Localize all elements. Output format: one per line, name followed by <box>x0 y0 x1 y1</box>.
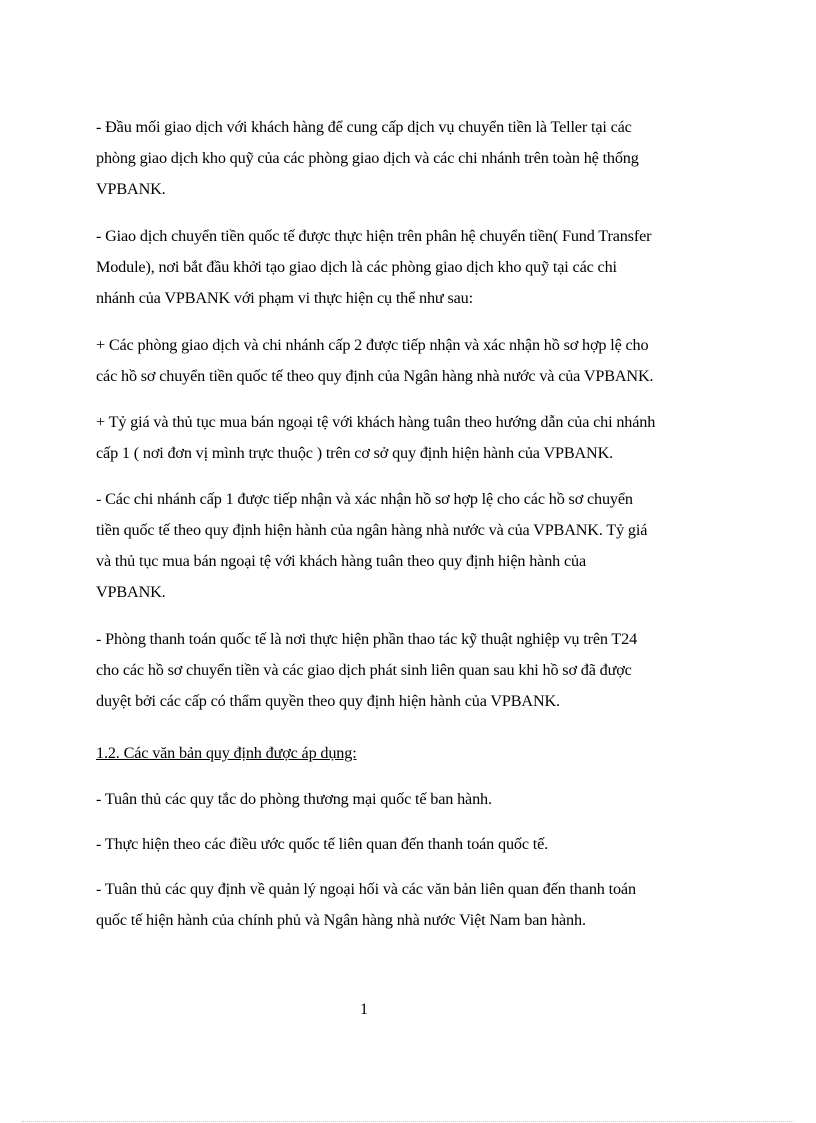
paragraph-payment-department <box>96 624 716 717</box>
text-line: - Thực hiện theo các điều ước quốc tế liên quan đến thanh toán quốc tế. <box>96 835 549 853</box>
text-line: các hồ sơ chuyển tiền quốc tế theo quy định của Ngân hàng nhà nước và của VPBANK. <box>96 367 654 385</box>
text-line: + Tỷ giá và thủ tục mua bán ngoại tệ với khách hàng tuân theo hướng dẫn của chi nhánh <box>96 413 656 431</box>
text-line: phòng giao dịch kho quỹ của các phòng giao dịch và các chi nhánh trên toàn hệ thống <box>96 149 639 167</box>
page-bottom-rule <box>22 1121 794 1122</box>
text-line: duyệt bởi các cấp có thẩm quyền theo quy định hiện hành của VPBANK. <box>96 692 560 710</box>
text-line: và thủ tục mua bán ngoại tệ với khách hàng tuân theo quy định hiện hành của <box>96 552 586 570</box>
section-heading <box>96 738 716 769</box>
paragraph-teller <box>96 112 716 205</box>
text-line: - Tuân thủ các quy tắc do phòng thương mại quốc tế ban hành. <box>96 790 492 808</box>
list-item-icc-rules <box>96 784 716 815</box>
text-line: VPBANK. <box>96 180 166 198</box>
text-line: cho các hồ sơ chuyển tiền và các giao dịch phát sinh liên quan sau khi hồ sơ đã được <box>96 661 632 679</box>
text-line: - Tuân thủ các quy định về quản lý ngoại hối và các văn bản liên quan đến thanh toán <box>96 880 636 898</box>
paragraph-exchange-rate <box>96 407 716 469</box>
text-line: cấp 1 ( nơi đơn vị mình trực thuộc ) trên cơ sở quy định hiện hành của VPBANK. <box>96 444 614 462</box>
paragraph-fund-transfer <box>96 221 716 314</box>
text-line: + Các phòng giao dịch và chi nhánh cấp 2 được tiếp nhận và xác nhận hồ sơ hợp lệ cho <box>96 336 649 354</box>
text-line: quốc tế hiện hành của chính phủ và Ngân hàng nhà nước Việt Nam ban hành. <box>96 911 586 929</box>
text-line: - Phòng thanh toán quốc tế là nơi thực hiện phần thao tác kỹ thuật nghiệp vụ trên T24 <box>96 630 638 648</box>
section-heading-text: 1.2. Các văn bản quy định được áp dụng: <box>96 744 357 762</box>
text-line: - Đầu mối giao dịch với khách hàng để cung cấp dịch vụ chuyển tiền là Teller tại các <box>96 118 632 136</box>
list-item-treaties <box>96 829 716 860</box>
paragraph-branch-level-2 <box>96 330 716 392</box>
page-number: 1 <box>360 1001 368 1018</box>
list-item-forex-regulations <box>96 874 716 936</box>
text-line: tiền quốc tế theo quy định hiện hành của ngân hàng nhà nước và của VPBANK. Tỷ giá <box>96 521 648 539</box>
paragraph-branch-level-1 <box>96 484 716 608</box>
text-line: - Giao dịch chuyển tiền quốc tế được thực hiện trên phân hệ chuyển tiền( Fund Transfer <box>96 227 652 245</box>
text-line: - Các chi nhánh cấp 1 được tiếp nhận và xác nhận hồ sơ hợp lệ cho các hồ sơ chuyển <box>96 490 633 508</box>
text-line: Module), nơi bắt đầu khởi tạo giao dịch là các phòng giao dịch kho quỹ tại các chi <box>96 258 617 276</box>
text-line: VPBANK. <box>96 583 166 601</box>
text-line: nhánh của VPBANK với phạm vi thực hiện cụ thể như sau: <box>96 289 473 307</box>
